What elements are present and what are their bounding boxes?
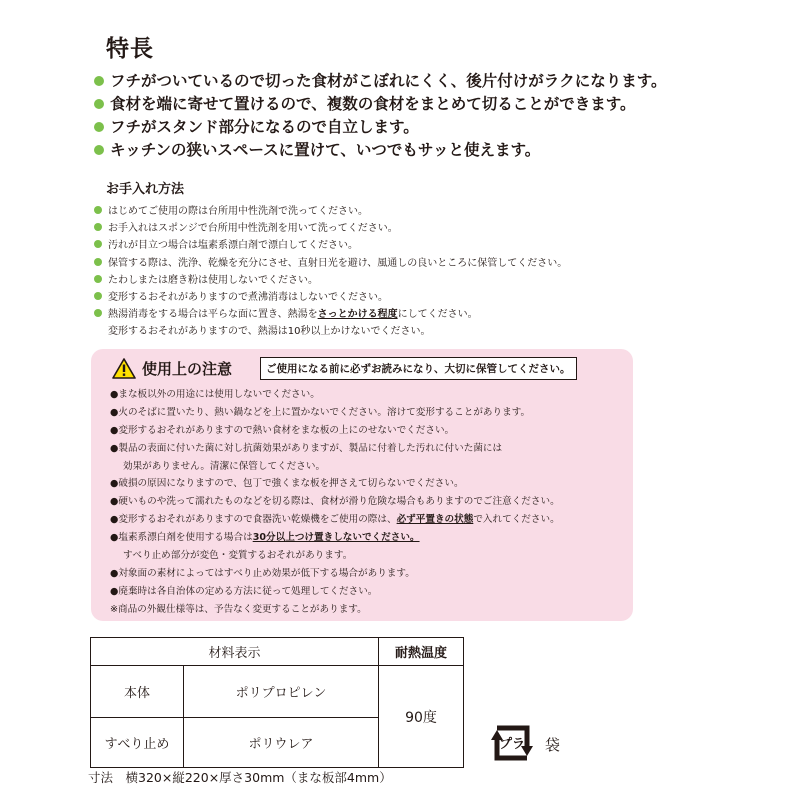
bullet-dot-icon [94,240,102,248]
caution-item-continuation: 効果がありません。清潔に保管してください。 [123,460,326,472]
emphasis-text: 30分以上つけ置きしないでください。 [252,532,420,544]
bullet-dot-icon [94,206,102,214]
bullet-dot-icon [94,309,102,317]
material-cell: ポリウレア [184,718,379,768]
caution-item: ●変形するおそれがありますので熱い食材をまな板の上にのせないでください。 [110,424,455,436]
heat-header: 耐熱温度 [379,638,464,666]
caution-item: ●硬いものや洗って濡れたものなどを切る際は、食材が滑り危険な場合もありますのでご注意ください。 [110,496,560,508]
bullet-dot-icon [94,145,104,155]
materials-header: 材料表示 [91,638,379,666]
care-item-continuation: 変形するおそれがありますので、熱湯は10秒以上かけないでください。 [108,326,431,338]
caution-title: 使用上の注意 [142,360,233,378]
care-item: たわしまたは磨き粉は使用しないでください。 [94,272,567,289]
emphasis-text: 必ず平置きの状態 [396,514,474,526]
caution-item: ●火のそばに置いたり、熱い鍋などを上に置かないでください。溶けて変形することがあります。 [110,406,531,418]
care-item: はじめてご使用の際は台所用中性洗剤で洗ってください。 [94,203,567,220]
caution-item: ●変形するおそれがありますので食器洗い乾燥機をご使用の際は、必ず平置きの状態で入れてください。 [110,514,560,526]
part-cell: 本体 [91,666,184,718]
caution-item: ●破損の原因になりますので、包丁で強くまな板を押さえて切らないでください。 [110,478,464,490]
recycle-mark-text: プラ [498,737,526,752]
feature-item: 食材を端に寄せて置けるので、複数の食材をまとめて切ることができます。 [94,93,666,116]
caution-item: ●廃棄時は各自治体の定める方法に従って処理してください。 [110,585,378,597]
caution-note: ご使用になる前に必ずお読みになり、大切に保管してください。 [260,357,577,380]
feature-item: フチがスタンド部分になるので自立します。 [94,116,666,139]
bullet-dot-icon [94,275,102,283]
emphasis-text: さっとかける程度 [317,309,398,321]
feature-item: キッチンの狭いスペースに置けて、いつでもサッと使えます。 [94,139,666,162]
care-item: お手入れはスポンジで台所用中性洗剤を用いて洗ってください。 [94,220,567,237]
caution-item: ●まな板以外の用途には使用しないでください。 [110,389,320,400]
bullet-dot-icon [94,122,104,132]
dimensions: 寸法 横320×縦220×厚さ30mm（まな板部4mm） [88,770,392,785]
caution-item: ●製品の表面に付いた菌に対し抗菌効果がありますが、製品に付着した汚れに付いた菌には [110,442,503,454]
caution-item-continuation: すべり止め部分が変色・変質するおそれがあります。 [123,550,353,562]
recycle-pla-icon [487,718,537,768]
care-title: お手入れ方法 [106,182,185,197]
care-item: 保管する際は、洗浄、乾燥を充分にさせ、直射日光を避け、風通しの良いところに保管してください。 [94,255,567,272]
care-item: 熱湯消毒をする場合は平らな面に置き、熱湯をさっとかける程度にしてください。 [94,306,567,323]
caution-item: ●対象面の素材によってはすべり止め効果が低下する場合があります。 [110,567,415,579]
caution-item: ●塩素系漂白剤を使用する場合は30分以上つけ置きしないでください。 [110,532,420,544]
features-list [94,70,666,162]
bullet-dot-icon [94,258,102,266]
bullet-dot-icon [94,99,104,109]
features-title: 特長 [106,36,154,62]
heat-value: 90度 [379,666,464,768]
material-cell: ポリプロピレン [184,666,379,718]
materials-table [90,637,464,768]
caution-list [110,386,560,619]
recycle-label: 袋 [545,736,561,754]
care-list [94,203,567,341]
bullet-dot-icon [94,223,102,231]
warning-icon [112,358,136,379]
part-cell: すべり止め [91,718,184,768]
care-item: 汚れが目立つ場合は塩素系漂白剤で漂白してください。 [94,237,567,254]
caution-item: ※商品の外観仕様等は、予告なく変更することがあります。 [110,603,367,615]
bullet-dot-icon [94,76,104,86]
care-item: 変形するおそれがありますので煮沸消毒はしないでください。 [94,289,567,306]
bullet-dot-icon [94,292,102,300]
feature-item: フチがついているので切った食材がこぼれにくく、後片付けがラクになります。 [94,70,666,93]
